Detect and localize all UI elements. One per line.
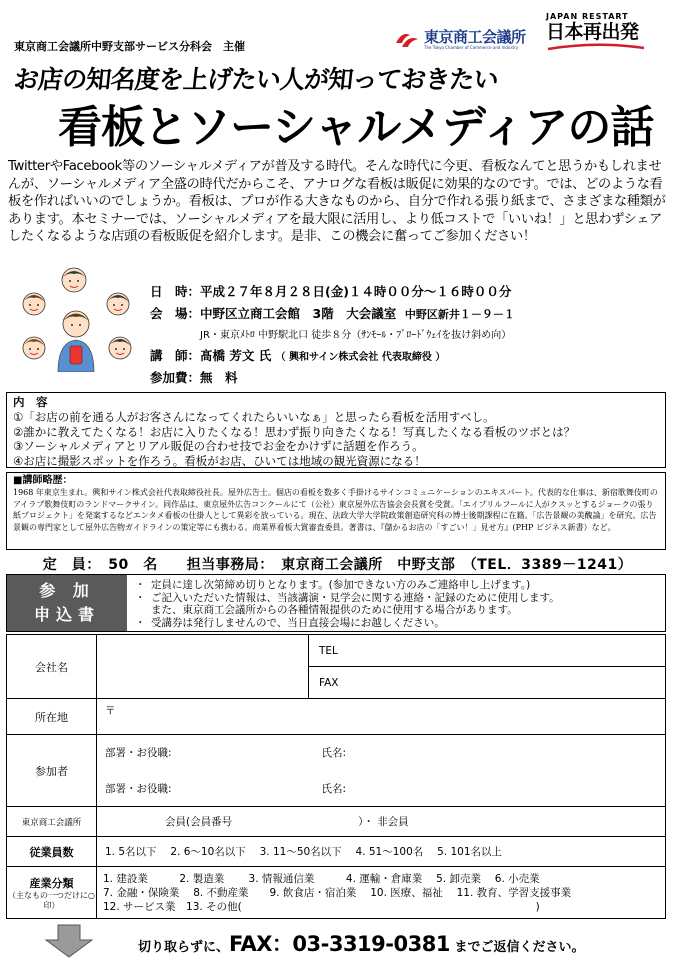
chamber-logo [394,26,544,54]
industry-line: 1. 建設業 2. 製造業 3. 情報通信業 4. 運輸・倉庫業 5. 卸売業 6. 小売業 [103,872,540,885]
application-title [7,575,127,631]
people-illustration [18,266,140,372]
industry-line: 12. サービス業 13. その他( ) [103,900,540,913]
speaker-label: 講 師： [150,348,201,363]
content-item: ②誰かに教えてたくなる！お店に入りたくなる！思わず振り向きたくなる！写真したくなる看板のツボとは？ [13,424,576,439]
address-field[interactable] [97,699,666,735]
note-item [135,604,665,617]
industry-label: 産業分類 [29,876,74,890]
venue-value: 中野区立商工会館 3階 大会議室 [200,306,397,321]
name-label: 氏名: [321,747,347,760]
organizer-text: 東京商工会議所中野支部サービス分科会 主催 [14,40,245,53]
down-arrow-icon [44,924,94,958]
note-text: また、東京商工会議所からの各種情報提供のために使用する場合があります。 [151,604,518,616]
address-label: 所在地 [7,699,97,735]
profile-text: 1968 年東京生まれ。興和サイン株式会社代表取締役社長。屋外広告士。個店の看板を数多く手掛けるサインコミュニケーションのエキスパート。代表的な仕事は、新宿歌舞伎町のアイラブ歌舞伎町のランドマークサイン。同作品は、東京屋外広告コンクールにて（公社）東京屋外広告協会会長賞を受賞。「エイプリルフールに人がクスッとするジョークの張り紙プロジェクト」を発案するなどエンタメ看板の仕掛人として異彩を放っている。現在、法政大学大学院政策創造研究科の博士後期課程に在籍。「広告景観の美醜論」を研究。広告景観の専門家として屋外広告物ガイドラインの策定等にも携わる。商業界看板大賞審査委員。著書は、『儲かるお店の「すごい！」見せ方』(PHP ビジネス新書）など。 [13,488,658,532]
speaker-name: 髙橋 芳文 氏 [200,348,272,363]
employees-label: 従業員数 [7,837,97,867]
industry-options[interactable] [97,867,666,919]
dept-label: 部署・お役職: [105,747,172,760]
participant-2-field[interactable] [97,771,666,807]
person-face-icon [109,337,131,359]
content-box [6,392,666,468]
fee-value: 無 料 [200,370,238,385]
chamber-logo-en: The Tokyo Chamber of Commerce and Industry [424,45,519,50]
application-form [6,634,666,919]
name-label: 氏名: [321,782,347,795]
fax-footer [0,924,675,960]
capacity-contact: 定 員： 50 名 担当事務局： 東京商工会議所 中野支部 （TEL．3389－1241） [42,557,633,573]
application-title-line2: 申込書 [33,605,100,624]
content-heading: 内 容 [13,395,48,409]
tel-field[interactable] [309,635,666,667]
restart-swoosh-icon [546,43,646,51]
japan-restart-logo [546,12,656,60]
chamber-logo-text: 東京商工会議所 [424,28,526,46]
person-face-icon [62,268,86,292]
speaker-row [150,346,445,364]
application-notes [127,575,665,631]
intro-paragraph: TwitterやFacebook等のソーシャルメディアが普及する時代。そんな時代に今更、看板なんてと思うかもしれませんが、ソーシャルメディア全盛の時代だからこそ、アナログな看板は販促に効果的なのです。では、どのような看板を作ればいいのでしょうか。看板は、プロが作る大きなものから、自分で作れる張り紙まで、さまざまな種類があります。本セミナーでは、ソーシャルメディアを最大限に活用し、より低コストで「いいね！」と思わずシェアしたくなるような店頭の看板販促を紹介します。是非、この機会に奮ってご参加ください！ [8,159,666,244]
content-item: ③ソーシャルメディアとリアル販促の合わせ技でお金をかけずに話題を作ろう。 [13,439,424,454]
note-text: ご記入いただいた情報は、当該講演・見学会に関する連絡・記録のために使用します。 [151,591,560,604]
company-label: 会社名 [7,635,97,699]
content-item: ④お店に撮影スポットを作ろう。看板がお店、ひいては地域の観光資源になる！ [13,454,426,469]
page-title: 看板とソーシャルメディアの話 [58,102,654,153]
application-header [6,574,666,632]
fax-instruction [138,928,585,958]
chamber-logo-icon [394,29,420,51]
fax-number: FAX：03-3319-0381 [229,932,450,956]
fee-label: 参加費： [150,370,201,385]
fax-pre: 切り取らずに、 [138,940,230,955]
venue-label: 会 場： [150,306,201,321]
content-item: ①「お店の前を通る人がお客さんになってくれたらいいなぁ」と思ったら看板を活用すべし。 [13,409,495,424]
venue-address: 中野区新井１－９－１ [404,308,515,321]
date-label: 日 時： [150,284,201,299]
person-face-icon [23,337,45,359]
participant-1-field[interactable] [97,735,666,771]
restart-logo-jp: 日本再出発 [546,21,639,43]
note-text: 定員に達し次第締め切りとなります。(参加できない方のみご連絡申し上げます。) [151,579,531,591]
employees-options[interactable]: 1. 5名以下 2. 6～10名以下 3. 11～50名以下 4. 51～100名 5. 101名以上 [97,837,666,867]
restart-logo-en: JAPAN RESTART [546,12,629,21]
person-face-icon [23,293,45,315]
note-item: ・ 定員に達し次第締め切りとなります。(参加できない方のみご連絡申し上げます。) [135,579,531,591]
fax-label: FAX [319,676,339,689]
industry-label-cell [7,867,97,919]
industry-note: （主なもの一つだけに○印） [8,890,95,910]
note-text: 受講券は発行しませんので、当日直接会場にお越しください。 [151,616,445,629]
date-value: 平成２７年８月２８日(金)１４時００分～１６時００分 [200,284,512,299]
company-name-field[interactable] [97,635,309,699]
speaker-title: （ 興和サイン株式会社 代表取締役 ） [275,352,446,363]
participant-label: 参加者 [7,735,97,807]
subtitle: お店の知名度を上げたい人が知っておきたい [12,65,500,94]
note-item: ・ 受講券は発行しませんので、当日直接会場にお越しください。 [135,616,445,629]
tel-label: TEL [319,644,338,657]
fax-post: までご返信ください。 [454,940,585,955]
venue-row [150,304,515,322]
person-with-phone-icon [58,311,94,372]
speaker-profile-box [6,472,666,550]
access-info: JR・東京ﾒﾄﾛ 中野駅北口 徒歩８分（ｻﾝﾓｰﾙ・ﾌﾞﾛｰﾄﾞｳｪｲを抜け斜め向） [200,330,512,341]
application-title-line1: 参 加 [39,581,95,600]
member-options[interactable]: 会員(会員番号 ）・ 非会員 [97,807,666,837]
dept-label: 部署・お役職: [105,782,172,795]
fax-field[interactable] [309,667,666,699]
fee-row [150,368,238,386]
postal-mark: 〒 [105,705,116,717]
industry-line: 7. 金融・保険業 8. 不動産業 9. 飲食店・宿泊業 10. 医療、福祉 11. 教育、学習支援事業 [103,886,572,899]
member-label: 東京商工会議所 [7,807,97,837]
date-row [150,282,511,300]
note-item: ・ ご記入いただいた情報は、当該講演・見学会に関する連絡・記録のために使用します。 [135,591,560,604]
person-face-icon [107,293,129,315]
profile-heading: ■講師略歴： [13,475,73,486]
